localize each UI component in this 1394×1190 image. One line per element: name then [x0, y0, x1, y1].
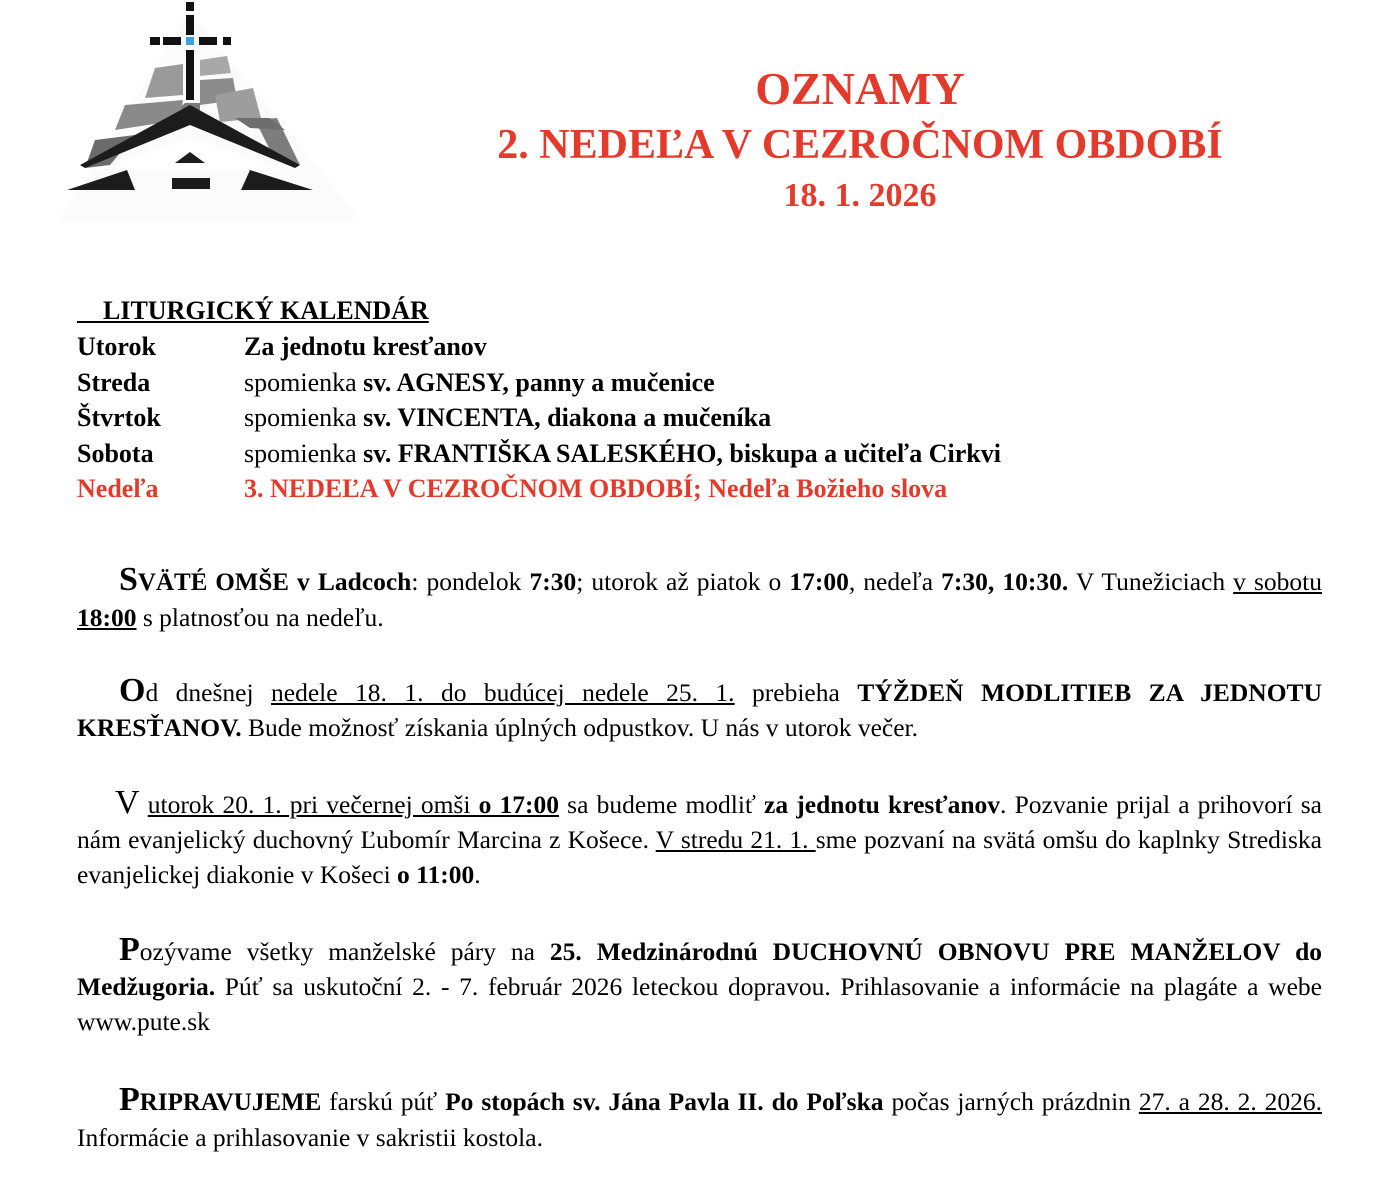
text: . [474, 860, 481, 889]
text: d dnešnej [145, 678, 272, 707]
calendar-day: Streda [77, 367, 151, 397]
calendar-feast: 3. NEDEĽA V CEZROČNOM OBDOBÍ; Nedeľa Božieho slova [244, 474, 948, 503]
text-underlined: v sobotu [1233, 567, 1322, 596]
calendar-row [77, 400, 1337, 436]
drop-cap: V [115, 784, 140, 821]
calendar-row [77, 329, 1337, 365]
text: Púť sa uskutoční 2. - 7. február 2026 leteckou dopravou. Prihlasovanie a informácie na plagáte a webe www.pute.sk [77, 972, 1322, 1036]
text-bold: 7:30 [529, 567, 577, 596]
calendar-type: spomienka [244, 438, 364, 468]
announcement-prayer-week [77, 673, 1322, 745]
calendar-title: LITURGICKÝ KALENDÁR [77, 296, 429, 325]
liturgical-calendar [77, 293, 1337, 507]
text: Informácie a prihlasovanie v sakristii kostola. [77, 1123, 543, 1152]
announcement-parish-pilgrimage [77, 1082, 1322, 1155]
page-subtitle: 2. NEDEĽA V CEZROČNOM OBDOBÍ [497, 122, 1223, 168]
text: : pondelok [411, 567, 530, 596]
parish-logo [55, 0, 365, 230]
text-bold: RIPRAVUJEME [139, 1089, 322, 1116]
text-bold: 25. Medzinárodnú DUCHOVNÚ OBNOVU PRE MANŽELOV do Medžugoria. [77, 937, 1323, 1001]
calendar-feast: Za jednotu kresťanov [244, 332, 487, 361]
text: farskú púť [321, 1087, 446, 1116]
text: Bude možnosť získania úplných odpustkov. U nás v utorok večer. [241, 713, 918, 742]
text-underlined: utorok 20. 1. pri večernej omši [147, 790, 479, 819]
calendar-feast: sv. AGNESY, panny a mučenice [363, 367, 715, 397]
drop-cap: P [119, 1081, 140, 1118]
page-date: 18. 1. 2026 [783, 177, 937, 214]
text-underlined: 27. a 28. 2. 2026. [1138, 1087, 1322, 1116]
text-bold: o 11:00 [397, 860, 475, 889]
text-bold: TÝŽDEŇ MODLITIEB ZA JEDNOTU KRESŤANOV. [77, 678, 1322, 742]
announcement-ecumenical-mass [77, 785, 1322, 892]
text: počas jarných prázdnin [883, 1087, 1139, 1116]
church-cross-icon [55, 0, 365, 230]
calendar-day: Štvrtok [77, 403, 161, 432]
calendar-feast: sv. VINCENTA, diakona a mučeníka [363, 403, 772, 432]
text: V Tunežiciach [1068, 567, 1234, 596]
calendar-type: spomienka [244, 367, 364, 397]
text [140, 790, 148, 819]
text: s platnosťou na nedeľu. [136, 603, 384, 632]
text-underlined: nedele 18. 1. do budúcej nedele 25. 1. [271, 678, 735, 707]
announcement-masses [77, 562, 1322, 635]
calendar-row-sunday [77, 471, 1337, 507]
text-bold-underlined: 18:00 [77, 603, 137, 632]
text: ozývame všetky manželské páry na [139, 937, 550, 966]
text: , nedeľa [848, 567, 942, 596]
text-bold: v Ladcoch [288, 567, 412, 596]
calendar-day: Nedeľa [77, 474, 159, 503]
document-header [400, 60, 1320, 220]
calendar-row [77, 365, 1337, 401]
announcement-pilgrimage-medjugorje [77, 932, 1322, 1039]
text-underlined: V stredu 21. 1. [655, 825, 816, 854]
text: . Pozvanie prijal a prihovorí sa nám evanjelický duchovný Ľubomír Marcina z Košece. [77, 790, 1322, 854]
text-bold: 17:00 [789, 567, 849, 596]
calendar-type: spomienka [244, 403, 364, 432]
text: sme pozvaní na svätá omšu do kaplnky Strediska evanjelickej diakonie v Košeci [77, 825, 1322, 889]
calendar-day: Sobota [77, 438, 154, 468]
drop-cap: S [119, 561, 138, 598]
calendar-row [77, 436, 1337, 472]
text-bold-underlined: o 17:00 [478, 790, 559, 819]
text-bold: Po stopách sv. Jána Pavla II. do Poľska [445, 1087, 884, 1116]
text-bold: za jednotu kresťanov [764, 790, 1001, 819]
page-title: OZNAMY [755, 63, 965, 114]
calendar-feast: sv. FRANTIŠKA SALESKÉHO, biskupa a učiteľa Cirkvi [363, 438, 1001, 468]
text: ; utorok až piatok o [576, 567, 790, 596]
drop-cap: O [119, 672, 146, 709]
text: sa budeme modliť [559, 790, 765, 819]
text: prebieha [734, 678, 858, 707]
text-bold: 7:30, 10:30. [941, 567, 1069, 596]
drop-cap: P [119, 931, 140, 968]
calendar-day: Utorok [77, 332, 156, 361]
text-bold: VÄTÉ OMŠE [137, 569, 289, 596]
